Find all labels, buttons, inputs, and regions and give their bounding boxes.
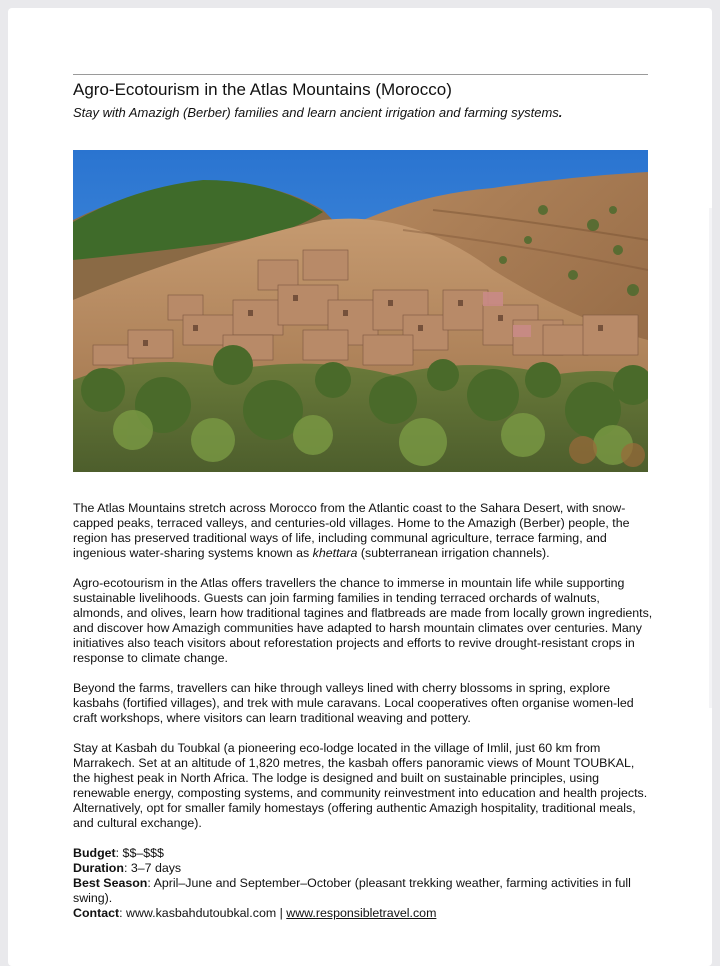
contact-line [73,906,653,921]
season-line [73,876,653,906]
season-label: Best Season [73,876,148,890]
paragraph-beyond-farms: Beyond the farms, travellers can hike through valleys lined with cherry blossoms in spring, explore kasbahs (fortified villages), and trek with mule caravans. Local cooperatives often organise women-led craft workshops, where visitors can learn traditional weaving and pottery. [73,681,634,725]
responsibletravel-link[interactable]: www.responsibletravel.com [286,906,437,920]
paragraph-stay: Stay at Kasbah du Toubkal (a pioneering eco-lodge located in the village of Imlil, just 60 km from Marrakech. Set at an altitude of 1,820 metres, the kasbah offers panoramic views of Mount TOUBKAL, the highest peak in North Africa. The lodge is designed and built on sustainable principles, using renewable energy, composting systems, and community reinvestment into education and health projects. Alternatively, opt for smaller family homestays (offering authentic Amazigh hospitality, traditional meals, and cultural exchange). [73,741,648,830]
duration-line [73,861,653,876]
document-page [8,8,712,966]
budget-line [73,846,653,861]
paragraph-agro: Agro-ecotourism in the Atlas offers travellers the chance to immerse in mountain life while supporting sustainable livelihoods. Guests can join farming families in tending terraced orchards of walnuts, almonds, and olives, learn how traditional tagines and flatbreads are made from locally grown ingredients, and discover how Amazigh communities have adapted to harsh mountain climates over centuries. Many initiatives also teach visitors about reforestation projects and efforts to revive drought-resistant crops in response to climate change. [73,576,653,665]
duration-label: Duration [73,861,124,875]
trip-facts [73,846,653,921]
season-value: : April–June and September–October (pleasant trekking weather, farming activities in full swing). [73,876,631,905]
contact-label: Contact [73,906,120,920]
title-rule [73,74,648,75]
paragraph-intro-text: The Atlas Mountains stretch across Morocco from the Atlantic coast to the Sahara Desert, with snow-capped peaks, terraced valleys, and centuries-old villages. Home to the Amazigh (Berber) people, the region has preserved traditional ways of life, including communal agriculture, terrace farming, and ingenious water-sharing systems known as [73,501,630,560]
page-subtitle [73,105,562,120]
duration-value: : 3–7 days [123,861,182,875]
subtitle-period: . [558,105,563,120]
budget-label: Budget [73,846,116,860]
article-body [73,501,653,921]
subtitle-text: Stay with Amazigh (Berber) families and learn ancient irrigation and farming systems [73,105,559,120]
paragraph-intro [73,501,653,561]
contact-value: : www.kasbahdutoubkal.com | [119,906,287,920]
atlas-village-photo [73,150,648,472]
paragraph-intro-end: (subterranean irrigation channels). [357,546,550,560]
khettara-term: khettara [312,546,358,560]
budget-value: : $$–$$$ [115,846,164,860]
page-title: Agro-Ecotourism in the Atlas Mountains (Morocco) [73,80,452,99]
page-edge [709,208,712,708]
